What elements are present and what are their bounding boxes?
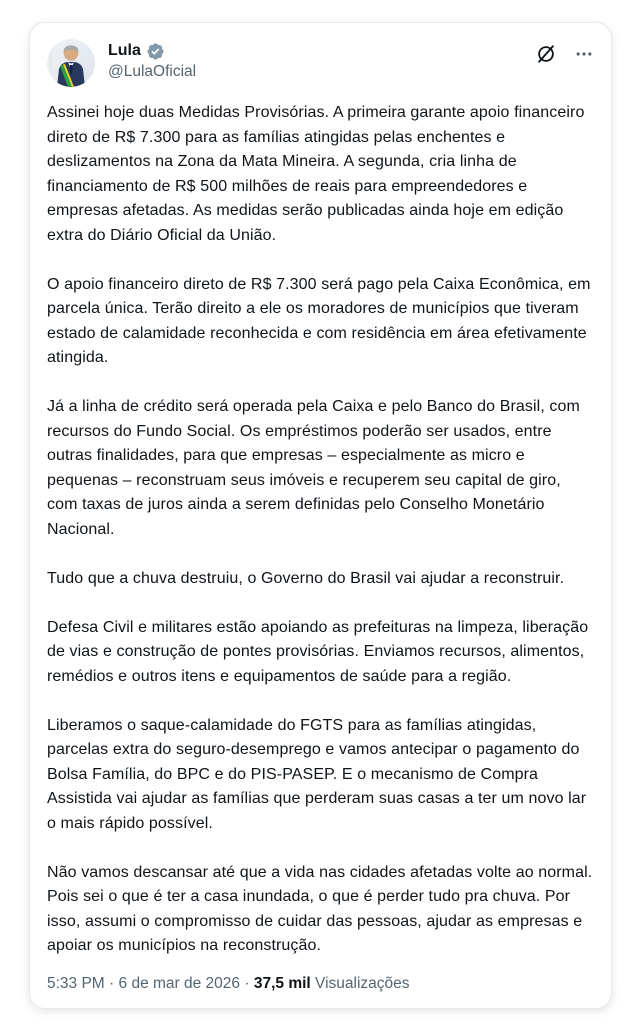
timestamp-time: 5:33 PM: [47, 974, 105, 992]
grok-icon[interactable]: [535, 43, 557, 65]
tweet-paragraph: Não vamos descansar até que a vida nas cidades afetadas volte ao normal. Pois sei o que é ter a casa inundada, o que é perder tudo pra chuva. Por isso, assumi o compromisso de cuidar das pessoas, ajudar as empresas e apoiar os municípios na reconstrução.: [47, 863, 593, 954]
header-actions: [535, 39, 594, 65]
verified-badge-icon: [146, 42, 165, 61]
author-block: [108, 39, 535, 82]
tweet-paragraph: O apoio financeiro direto de R$ 7.300 será pago pela Caixa Econômica, em parcela única. Terão direito a ele os moradores de municípios que tiveram estado de calamidade reconhecida e com residência em área efetivamente atingida.: [47, 275, 591, 366]
avatar[interactable]: [47, 39, 95, 87]
views-label: Visualizações: [315, 974, 410, 992]
tweet-paragraph: Liberamos o saque-calamidade do FGTS para as famílias atingidas, parcelas extra do seguro-desemprego e vamos antecipar o pagamento do Bolsa Família, do BPC e do PIS-PASEP. E o mecanismo de Compra Assistida vai ajudar as famílias que perderam suas casas a ter um novo lar o mais rápido possível.: [47, 716, 587, 832]
tweet-text: [47, 101, 594, 959]
author-handle[interactable]: @LulaOficial: [108, 63, 197, 80]
separator-dot: ·: [244, 974, 250, 992]
more-icon[interactable]: [574, 44, 594, 64]
tweet-card: [29, 22, 612, 1009]
tweet-paragraph: Já a linha de crédito será operada pela Caixa e pelo Banco do Brasil, com recursos do Fundo Social. Os empréstimos poderão ser usados, entre outras finalidades, para que empresas – especialmente as micro e pequenas – reconstruam seus imóveis e recuperem seu capital de giro, com taxas de juros ainda a serem definidas pelo Conselho Monetário Nacional.: [47, 398, 580, 538]
tweet-header: [47, 39, 594, 87]
tweet-paragraph: Defesa Civil e militares estão apoiando as prefeituras na limpeza, liberação de vias e construção de pontes provisórias. Enviamos recursos, alimentos, remédios e outros itens e equipamentos de saúde para a região.: [47, 618, 589, 685]
avatar-lula-portrait: [47, 39, 95, 87]
separator-dot: ·: [109, 974, 115, 992]
author-name[interactable]: Lula: [108, 42, 141, 59]
tweet-footer: [47, 974, 594, 994]
timestamp-date: 6 de mar de 2026: [118, 974, 241, 992]
views-count: 37,5 mil: [253, 974, 311, 992]
tweet-paragraph: Tudo que a chuva destruiu, o Governo do Brasil vai ajudar a reconstruir.: [47, 569, 565, 587]
tweet-paragraph: Assinei hoje duas Medidas Provisórias. A primeira garante apoio financeiro direto de R$ 7.300 para as famílias atingidas pelas enchentes e deslizamentos na Zona da Mata Mineira. A segunda, cria linha de financiamento de R$ 500 milhões de reais para empreendedores e empresas afetadas. As medidas serão publicadas ainda hoje em edição extra do Diário Oficial da União.: [47, 104, 585, 244]
